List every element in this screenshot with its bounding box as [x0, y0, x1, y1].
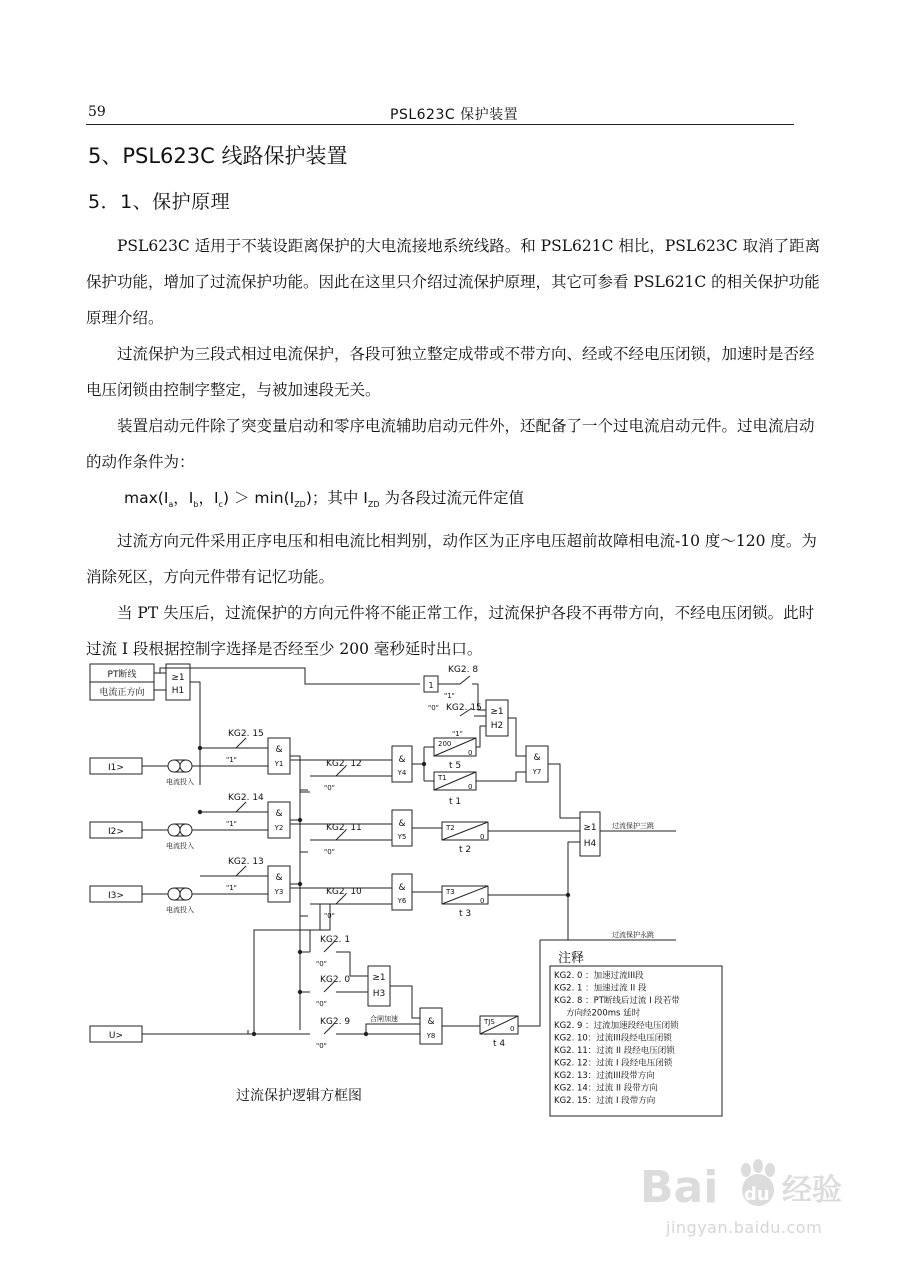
timer-t2-setting: T2 [446, 824, 455, 832]
y5-symbol: & [398, 819, 406, 829]
h4-label: H4 [583, 839, 597, 849]
note-item: KG2. 8 ：PT断线后过流 I 段若带 [554, 996, 680, 1006]
timer-t5-setting: 200 [438, 740, 452, 748]
kg211-label: KG2. 11 [326, 823, 362, 833]
h3-label: H3 [372, 989, 386, 999]
direction-input-label: 电流正方向 [99, 688, 145, 698]
baidu-watermark-logo [640, 1150, 860, 1220]
kg215a-pos1: "1" [452, 730, 463, 738]
y7-label: Y7 [532, 768, 542, 776]
timer-t5-zero: 0 [468, 749, 473, 757]
section-heading: 5、PSL623C 线路保护装置 [88, 144, 348, 168]
timer-t3-zero: 0 [480, 897, 485, 905]
note-item: KG2. 15：过流 I 段带方向 [554, 1096, 656, 1106]
i3-label: I3> [108, 891, 124, 901]
kg213-label: KG2. 13 [228, 857, 264, 867]
note-item: KG2. 11：过流 II 段经电压闭锁 [554, 1046, 675, 1056]
subsection-heading: 5．1、保护原理 [88, 191, 231, 213]
gate-h3 [368, 966, 390, 1006]
u-label: U> [108, 1031, 124, 1041]
y1-label: Y1 [274, 760, 284, 768]
h1-label: H1 [171, 686, 185, 696]
i3-enable-label: 电流投入 [166, 906, 194, 914]
kg20-label: KG2. 0 [320, 975, 351, 985]
kg210-pos0: "0" [324, 912, 335, 920]
note-item: KG2. 9 ：过流加速段经电压闭锁 [554, 1021, 679, 1031]
kg215-label: KG2. 15 [228, 729, 264, 739]
y4-symbol: & [398, 755, 406, 765]
y4-label: Y4 [397, 769, 407, 777]
kg29-pos0: "0" [316, 1042, 327, 1050]
y2-symbol: & [275, 809, 283, 819]
h2-symbol: ≥1 [490, 707, 504, 717]
watermark-url: jingyan.baidu.com [666, 1218, 823, 1237]
timer-t1-zero: 0 [468, 783, 473, 791]
kg214-label: KG2. 14 [228, 793, 264, 803]
y8-label: Y8 [426, 1032, 436, 1040]
start-condition-formula: $\max(I_a$，$I_b$，$I_c) > \min(I_{ZD})$；其中 $I_{ZD}$ 为各段过流元件定值 [124, 489, 524, 510]
kg210-label: KG2. 10 [326, 887, 362, 897]
note-item: 方向经200ms 延时 [566, 1008, 641, 1019]
kg214-pos1: "1" [226, 820, 237, 828]
watermark-cn: 经验 [782, 1173, 842, 1208]
watermark-paw-text: du [744, 1184, 770, 1205]
gate-y1 [268, 738, 290, 774]
note-item: KG2. 13：过流III段带方向 [554, 1071, 655, 1081]
kg211-pos0: "0" [324, 848, 335, 856]
paragraph-4: 过流方向元件采用正序电压和相电流比相判别，动作区为正序电压超前故障相电流-10 度～120 度。为消除死区，方向元件带有记忆功能。 [86, 532, 817, 587]
y5-label: Y5 [397, 833, 407, 841]
notes-title: 注释 [558, 951, 585, 966]
kg215-pos1: "1" [226, 756, 237, 764]
kg215a-pos0: "0" [428, 704, 439, 712]
diagram-caption: 过流保护逻辑方框图 [236, 1088, 362, 1104]
y6-symbol: & [398, 883, 406, 893]
timer-tjs-zero: 0 [510, 1025, 515, 1033]
timer-t3-setting: T3 [446, 888, 455, 896]
timer-tjs-setting: TJS [484, 1018, 495, 1026]
timer-t1-label: t 1 [448, 797, 462, 807]
kg21-label: KG2. 1 [320, 935, 351, 945]
timer-t2-zero: 0 [480, 833, 485, 841]
y3-label: Y3 [274, 888, 284, 896]
timer-t2-label: t 2 [458, 845, 472, 855]
y8-symbol: & [427, 1017, 435, 1027]
note-item: KG2. 14：过流 II 段带方向 [554, 1083, 658, 1094]
h1-symbol: ≥1 [171, 673, 185, 683]
y3-symbol: & [275, 873, 283, 883]
timer-t4-label: t 4 [492, 1039, 506, 1049]
running-header-title: PSL623C 保护装置 [390, 107, 519, 123]
y2-label: Y2 [274, 824, 284, 832]
i1-enable-label: 电流投入 [166, 778, 194, 786]
not-gate-symbol: 1 [428, 681, 434, 690]
paragraph-3: 装置启动元件除了突变量启动和零序电流辅助启动元件外，还配备了一个过电流启动元件。过电流启动的动作条件为： [86, 417, 815, 471]
gate-y2 [268, 802, 290, 838]
timer-t5-label: t 5 [448, 761, 462, 771]
pt-input-label: PT断线 [107, 670, 137, 680]
page-number: 59 [88, 104, 106, 120]
timer-t3-label: t 3 [458, 909, 472, 919]
gate-y3 [268, 866, 290, 902]
h3-symbol: ≥1 [372, 973, 386, 983]
kg29-label: KG2. 9 [320, 1017, 351, 1027]
note-item: KG2. 1 ：加速过流 II 段 [554, 983, 647, 994]
i2-label: I2> [108, 827, 124, 837]
h2-label: H2 [490, 721, 504, 731]
gate-y7 [526, 746, 548, 782]
kg212-label: KG2. 12 [326, 759, 362, 769]
y7-symbol: & [533, 753, 541, 763]
i1-label: I1> [108, 763, 124, 773]
kg213-pos1: "1" [226, 884, 237, 892]
output-permanent-trip: 过流保护永跳 [612, 931, 654, 939]
output-trip3: 过流保护三跳 [612, 822, 654, 830]
i2-enable-label: 电流投入 [166, 842, 194, 850]
paragraph-5: 当 PT 失压后，过流保护的方向元件将不能正常工作，过流保护各段不再带方向，不经电压闭锁。此时过流 I 段根据控制字选择是否经至少 200 毫秒延时出口。 [86, 604, 815, 659]
note-item: KG2. 0 ：加速过流III段 [554, 971, 644, 981]
paragraph-1: PSL623C 适用于不装设距离保护的大电流接地系统线路。和 PSL621C 相比，PSL623C 取消了距离保护功能，增加了过流保护功能。因此在这里只介绍过流保护原理，其它可参看 PSL621C 的相关保护功能原理介绍。 [86, 237, 821, 327]
notes-list [554, 970, 680, 1106]
close-accel-label: 合闸加速 [370, 1015, 398, 1023]
h4-symbol: ≥1 [583, 823, 597, 833]
kg215a-label: KG2. 15 [446, 703, 482, 713]
timer-t1-setting: T1 [438, 774, 447, 782]
note-item: KG2. 12：过流 I 段经电压闭锁 [554, 1058, 673, 1069]
paragraph-2: 过流保护为三段式相过电流保护，各段可独立整定成带或不带方向、经或不经电压闭锁，加速时是否经电压闭锁由控制字整定，与被加速段无关。 [86, 345, 815, 399]
kg21-pos0: "0" [316, 960, 327, 968]
kg28-pos1: "1" [444, 692, 455, 700]
note-item: KG2. 10：过流III段经电压闭锁 [554, 1033, 672, 1044]
y6-label: Y6 [397, 897, 407, 905]
kg20-pos0: "0" [316, 1000, 327, 1008]
kg28-label: KG2. 8 [448, 665, 479, 675]
gate-h4 [580, 812, 600, 856]
kg212-pos0: "0" [324, 784, 335, 792]
watermark-brand: Bai [640, 1162, 719, 1213]
y1-symbol: & [275, 745, 283, 755]
